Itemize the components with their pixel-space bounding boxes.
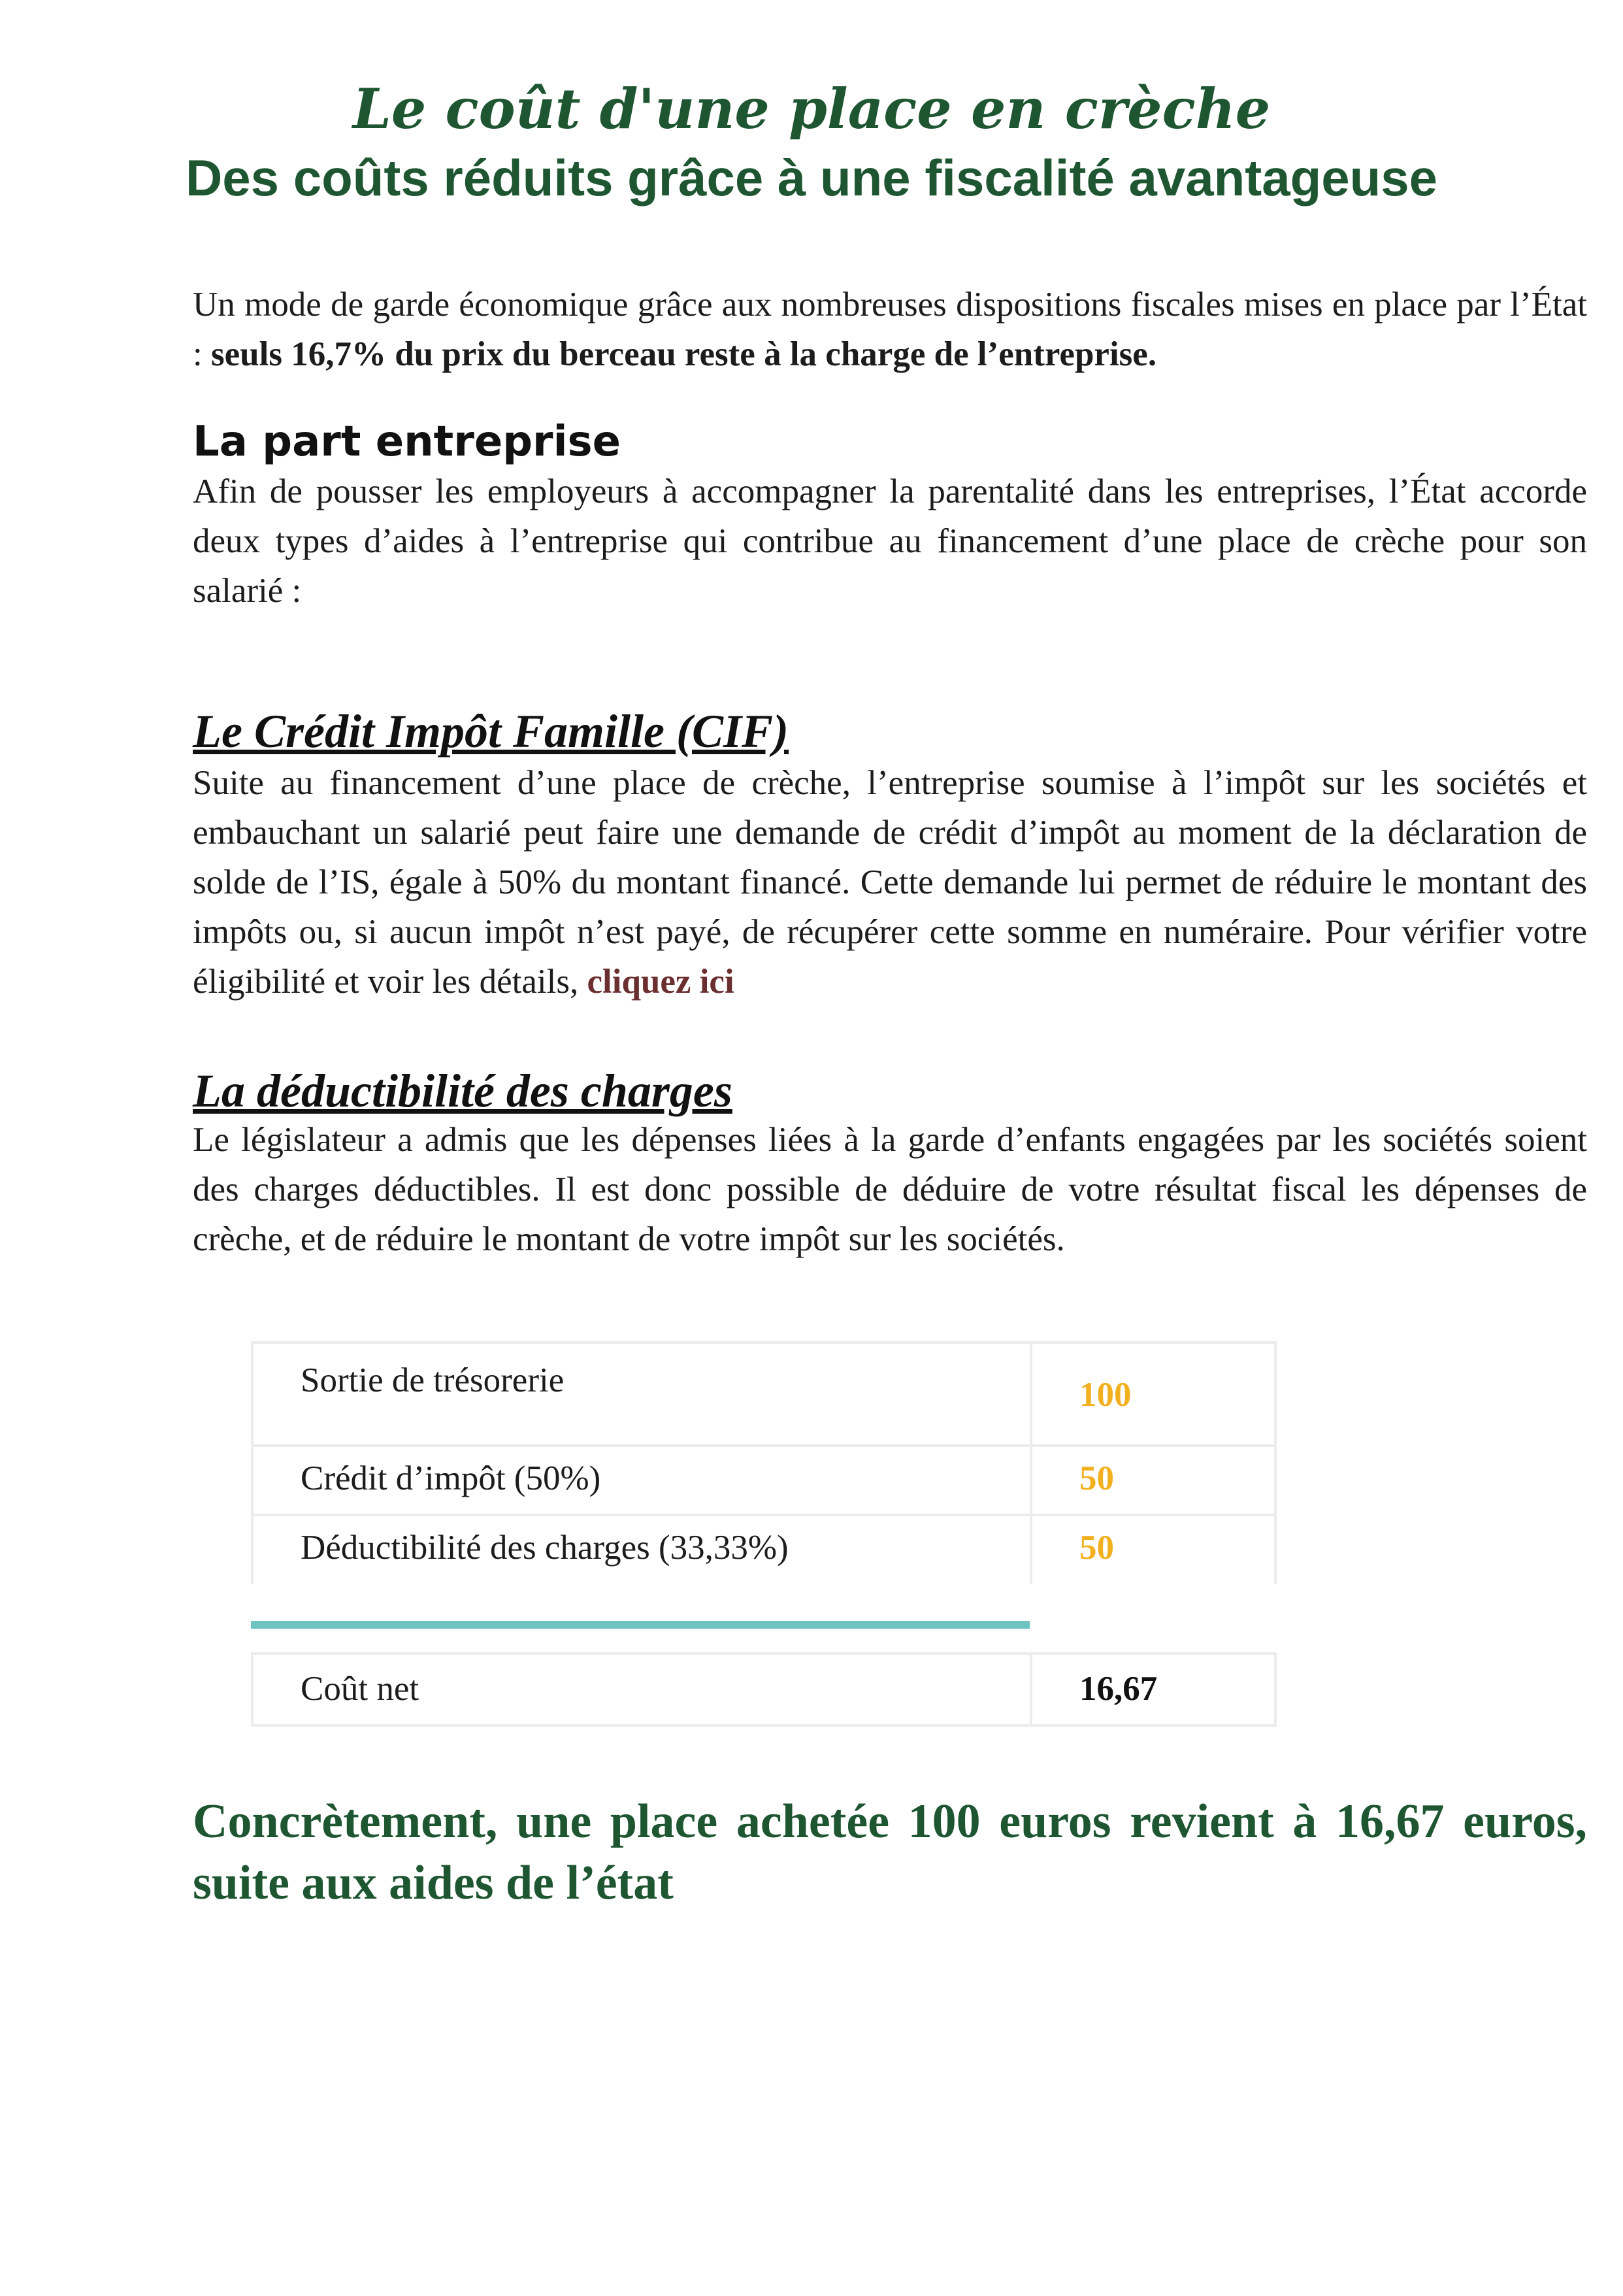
- table-row: [251, 1341, 1277, 1447]
- table-cell-value: 50: [1079, 1529, 1114, 1567]
- table-cell-label: Crédit d’impôt (50%): [254, 1444, 1032, 1514]
- section-part-entreprise: [193, 416, 1587, 616]
- table-cell-value: 16,67: [1079, 1670, 1158, 1708]
- table-cell-label: Sortie de trésorerie: [254, 1344, 1032, 1444]
- table-total-row: [251, 1652, 1277, 1727]
- paragraph-cif: [193, 758, 1587, 1007]
- cif-text: Suite au financement d’une place de crèche, l’entreprise soumise à l’impôt sur les sociétés et embauchant un salarié peut faire une demande de crédit d’impôt au moment de la déclaration de solde de l’IS, égale à 50% du montant financé. Cette demande lui permet de réduire le montant des impôts ou, si aucun impôt n’est payé, de récupérer cette somme en numéraire. Pour vérifier votre éligibilité et voir les détails,: [193, 764, 1587, 1001]
- intro-paragraph: [193, 280, 1587, 379]
- conclusion-text: Concrètement, une place achetée 100 euros revient à 16,67 euros, suite aux aides de l’état: [193, 1795, 1587, 1910]
- heading-part-entreprise: La part entreprise: [193, 418, 621, 466]
- paragraph-part-entreprise: Afin de pousser les employeurs à accompagner la parentalité dans les entreprises, l’État accorde deux types d’aides à l’entreprise qui contribue au financement d’une place de crèche pour son salarié :: [193, 473, 1587, 610]
- table-row: [251, 1516, 1277, 1584]
- table-cell-value: 50: [1079, 1459, 1114, 1497]
- table-cell-label: Déductibilité des charges (33,33%): [254, 1516, 1032, 1584]
- paragraph-deductibilite: Le législateur a admis que les dépenses liées à la garde d’enfants engagées par les sociétés soient des charges déductibles. Il est donc possible de déduire de votre résultat fiscal les dépenses de crèche, et de réduire le montant de votre impôt sur les sociétés.: [193, 1121, 1587, 1258]
- heading-cif: Le Crédit Impôt Famille (CIF): [193, 705, 789, 757]
- page-subtitle: Des coûts réduits grâce à une fiscalité avantageuse: [185, 149, 1438, 207]
- page-title: Le coût d'une place en crèche: [352, 76, 1271, 141]
- cost-table: [251, 1341, 1271, 1733]
- table-cell-label: Coût net: [254, 1655, 1032, 1724]
- table-cell-value: 100: [1079, 1376, 1132, 1414]
- heading-deductibilite: La déductibilité des charges: [193, 1065, 732, 1117]
- total-divider: [251, 1621, 1030, 1629]
- section-cif: [193, 702, 1587, 1007]
- cliquez-ici-link[interactable]: cliquez ici: [587, 963, 734, 1001]
- table-row: [251, 1444, 1277, 1516]
- section-deductibilite: [193, 1061, 1587, 1264]
- intro-text: Un mode de garde économique grâce aux nombreuses dispositions fiscales mises en place par l’État :: [193, 286, 1587, 373]
- intro-bold-text: seuls 16,7% du prix du berceau reste à la charge de l’entreprise.: [210, 335, 1157, 373]
